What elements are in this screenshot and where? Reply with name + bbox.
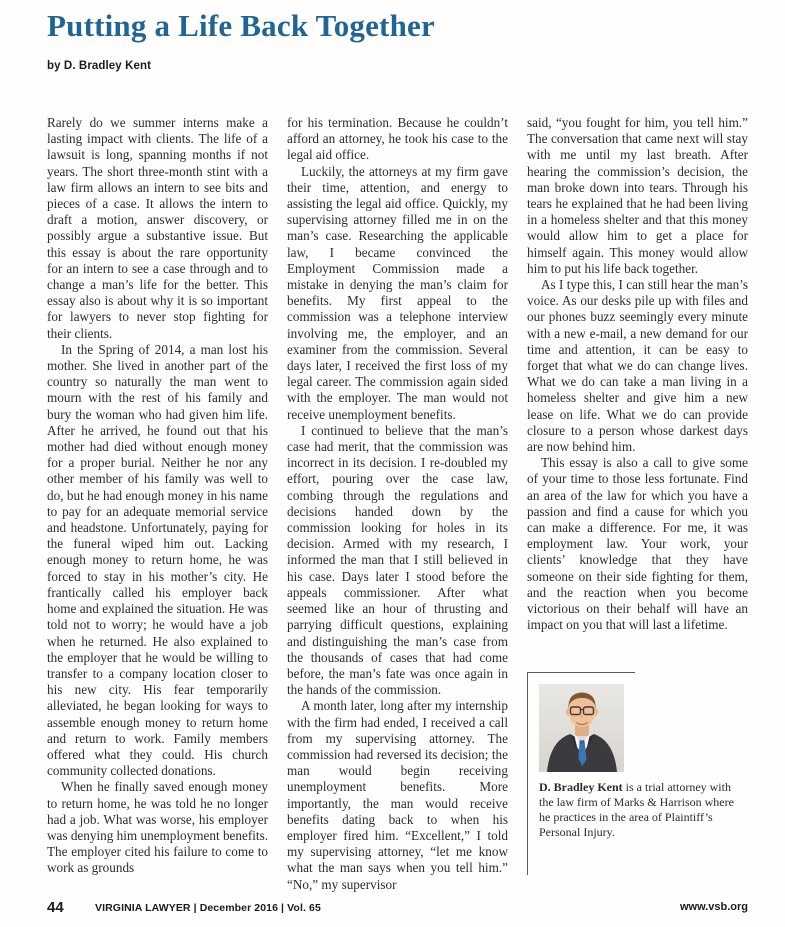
author-name: D. Bradley Kent xyxy=(539,780,623,794)
bio-description: is a trial attorney with the law firm of Marks & Harrison where he practices in the area of Plaintiff’s Personal Injury. xyxy=(539,780,734,839)
author-headshot-photo xyxy=(539,684,624,772)
paragraph: said, “you fought for him, you tell him.” The conversation that came next will stay with me until my last breath. After hearing the commission’s decision, the man broke down into tears. Through his tears he explained that he had been living in a homeless shelter and that this money would allow him to get a place for himself again. This money would allow him to put his life back together. xyxy=(527,115,748,276)
bio-divider xyxy=(528,672,635,673)
paragraph: Rarely do we summer interns make a lasting impact with clients. The life of a lawsuit is long, spanning months if not years. The short three-month stint with a law firm allows an intern to see bits and pieces of a case. It allows the intern to draft a motion, answer discovery, or possibly argue a substantive issue. But this essay is about the rare opportunity for an intern to see a case through and to change a man’s life for the better. This essay also is about why it is so important for lawyers to never stop fighting for their clients. xyxy=(47,115,268,341)
paragraph: Luckily, the attorneys at my firm gave their time, attention, and energy to assisting the legal aid office. Quickly, my supervising attorney filled me in on the man’s case. Researching the applicable law, I became convinced the Employment Commission made a mistake in denying the man’s claim for benefits. My first appeal to the commission was a telephone interview involving me, the employer, and an examiner from the commission. Several days later, I received the first loss of my legal career. The commission again sided with the employer. The man would not receive unemployment benefits. xyxy=(287,163,508,422)
page-title: Putting a Life Back Together xyxy=(47,8,435,43)
paragraph: for his termination. Because he couldn’t afford an attorney, he took his case to the legal aid office. xyxy=(287,115,508,163)
page-number: 44 xyxy=(47,899,64,916)
column-2 xyxy=(287,115,508,893)
paragraph: A month later, long after my internship with the firm had ended, I received a call from my supervising attorney. The commission had reversed its decision; the man would begin receiving unemployment benefits. More importantly, the man would receive benefits dating back to when his employer fired him. “Excellent,” I told my supervising attorney, “let me know what the man says when you tell him.” “No,” my supervisor xyxy=(287,698,508,892)
paragraph: This essay is also a call to give some of your time to those less fortunate. Find an area of the law for which you have a passion and find a cause for which you can make a difference. For me, it was employment law. Your work, your clients’ knowledge that they have someone on their side fighting for them, and the reaction when you become victorious on their behalf will have an impact on you that will last a lifetime. xyxy=(527,455,748,633)
column-1 xyxy=(47,115,268,893)
paragraph: In the Spring of 2014, a man lost his mother. She lived in another part of the country so naturally the man went to mourn with the rest of his family and bury the woman who had given him life. After he arrived, he found out that his mother had died without enough money for a proper burial. Neither he nor any other member of his family was well to do, but he had enough money in his name to pay for an adequate memorial service and headstone. Unfortunately, paying for the funeral wiped him out. Lacking enough money to return home, he was forced to stay in his mother’s city. He frantically called his employer back home and explained the situation. He was told not to worry; he would have a job when he returned. He also explained to the employer that he would be willing to transfer to a company location closer to his new city. His fear temporarily alleviated, he began looking for ways to assemble enough money to return home and return to work. Family members offered what they could. His church community collected donations. xyxy=(47,341,268,779)
author-bio-box xyxy=(527,672,748,875)
author-bio-text xyxy=(539,780,741,840)
paragraph: As I type this, I can still hear the man’s voice. As our desks pile up with files and our phones buzz seemingly every minute with a new e-mail, a new demand for our time and attention, it can be easy to forget that what we do can change lives. What we do can take a man living in a homeless shelter and give him a new lease on life. What we do can provide closure to a person whose darkest days are now behind him. xyxy=(527,277,748,455)
paragraph: When he finally saved enough money to return home, he was told he no longer had a job. What was worse, his employer was denying him unemployment benefits. The employer cited his failure to come to work as grounds xyxy=(47,779,268,876)
paragraph: I continued to believe that the man’s case had merit, that the commission was incorrect in its decision. I re-doubled my effort, pouring over the case law, combing through the regulations and decisions handed down by the commission looking for holes in its decision. Armed with my research, I informed the man that I still believed in his case. Days later I stood before the appeals commissioner. After what seemed like an hour of thrusting and parrying difficult questions, explaining and distinguishing the man’s case from the thousands of cases that had come before, the man’s fate was once again in the hands of the commission. xyxy=(287,422,508,698)
journal-info: VIRGINIA LAWYER | December 2016 | Vol. 65 xyxy=(95,902,321,914)
page-footer xyxy=(47,897,748,919)
website-url: www.vsb.org xyxy=(679,901,748,913)
byline: by D. Bradley Kent xyxy=(47,60,152,72)
